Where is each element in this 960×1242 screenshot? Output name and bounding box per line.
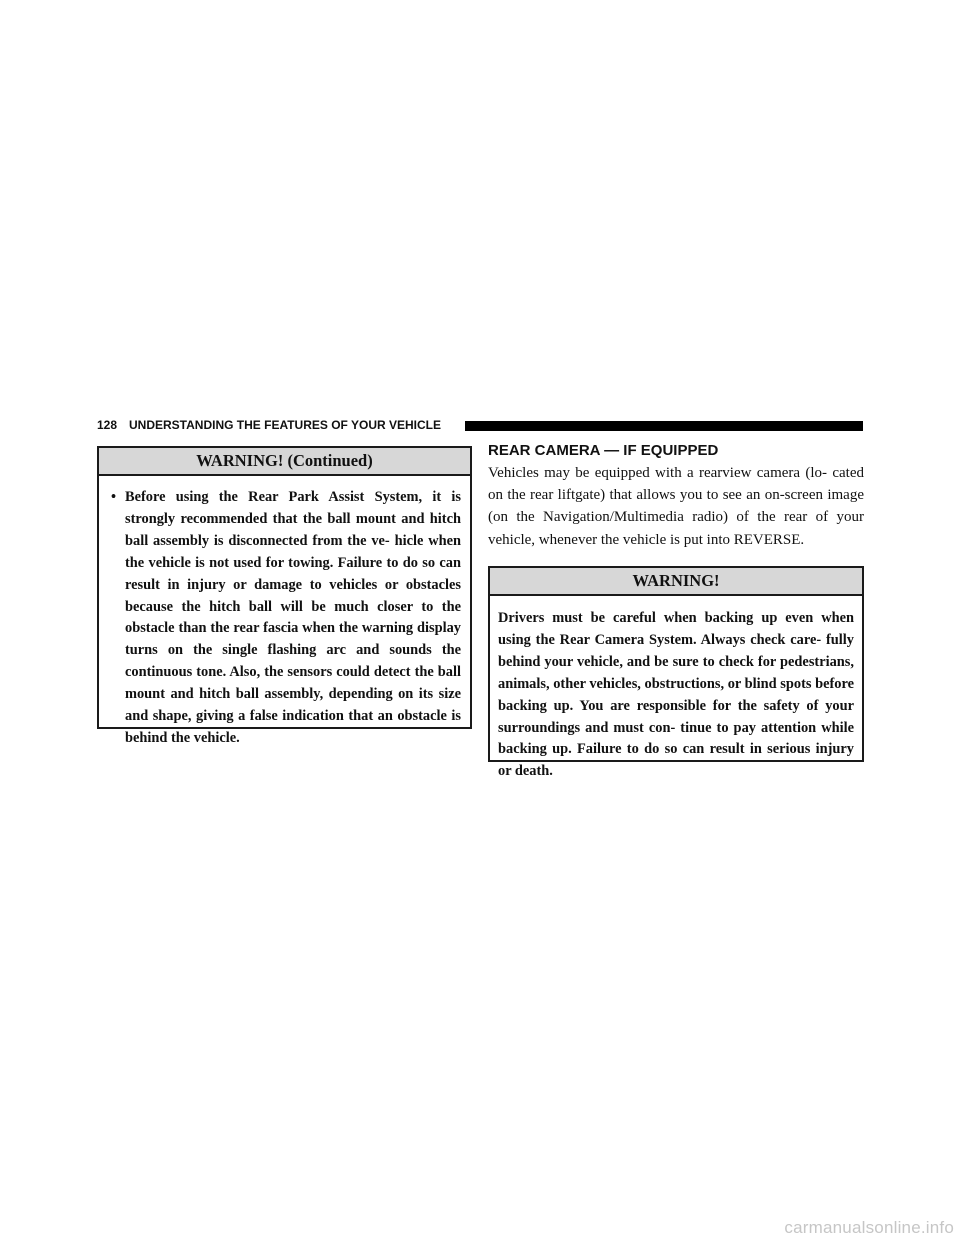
warning-continued-body xyxy=(99,476,470,750)
warning-text: Drivers must be careful when backing up even when using the Rear Camera System. Always check care- fully behind your vehicle, and be sure to check for pedestrians, animals, other vehicles, obstructions, or blind spots before backing up. You are responsible for the safety of your surroundings and must con- tinue to pay attention while backing up. Failure to do so can result in serious injury or death. xyxy=(498,610,854,780)
rear-camera-heading: REAR CAMERA — IF EQUIPPED xyxy=(488,442,719,459)
warning-continued-box xyxy=(97,446,472,746)
warning-box xyxy=(488,566,864,780)
header-rule xyxy=(465,421,863,431)
watermark: carmanualsonline.info xyxy=(784,1218,954,1237)
bullet-icon: • xyxy=(111,489,117,505)
warning-continued-title: WARNING! (Continued) xyxy=(99,448,470,476)
page-number: 128 xyxy=(97,418,118,432)
section-title: UNDERSTANDING THE FEATURES OF YOUR VEHICLE xyxy=(129,418,442,432)
page-header xyxy=(97,418,863,432)
warning-continued-text: Before using the Rear Park Assist System, it is strongly recommended that the ball mount and hitch ball assembly is disconnected from the ve- hicle when the vehicle is not used for towing. Failure to do so can result in injury or damage to vehicles or obstacles because the hitch ball will be much closer to the obstacle than the rear fascia when the warning display turns on the single flashing arc and sounds the continuous tone. Also, the sensors could detect the ball mount and hitch ball assembly, depending on its size and shape, giving a false indication that an obstacle is behind the vehicle. xyxy=(125,489,461,746)
warning-title: WARNING! xyxy=(490,568,862,596)
rear-camera-paragraph: Vehicles may be equipped with a rearview camera (lo- cated on the rear liftgate) that allows you to see an on-screen image (on the Navigation/Multimedia radio) of the rear of your vehicle, whenever the vehicle is put into REVERSE. xyxy=(488,465,864,548)
